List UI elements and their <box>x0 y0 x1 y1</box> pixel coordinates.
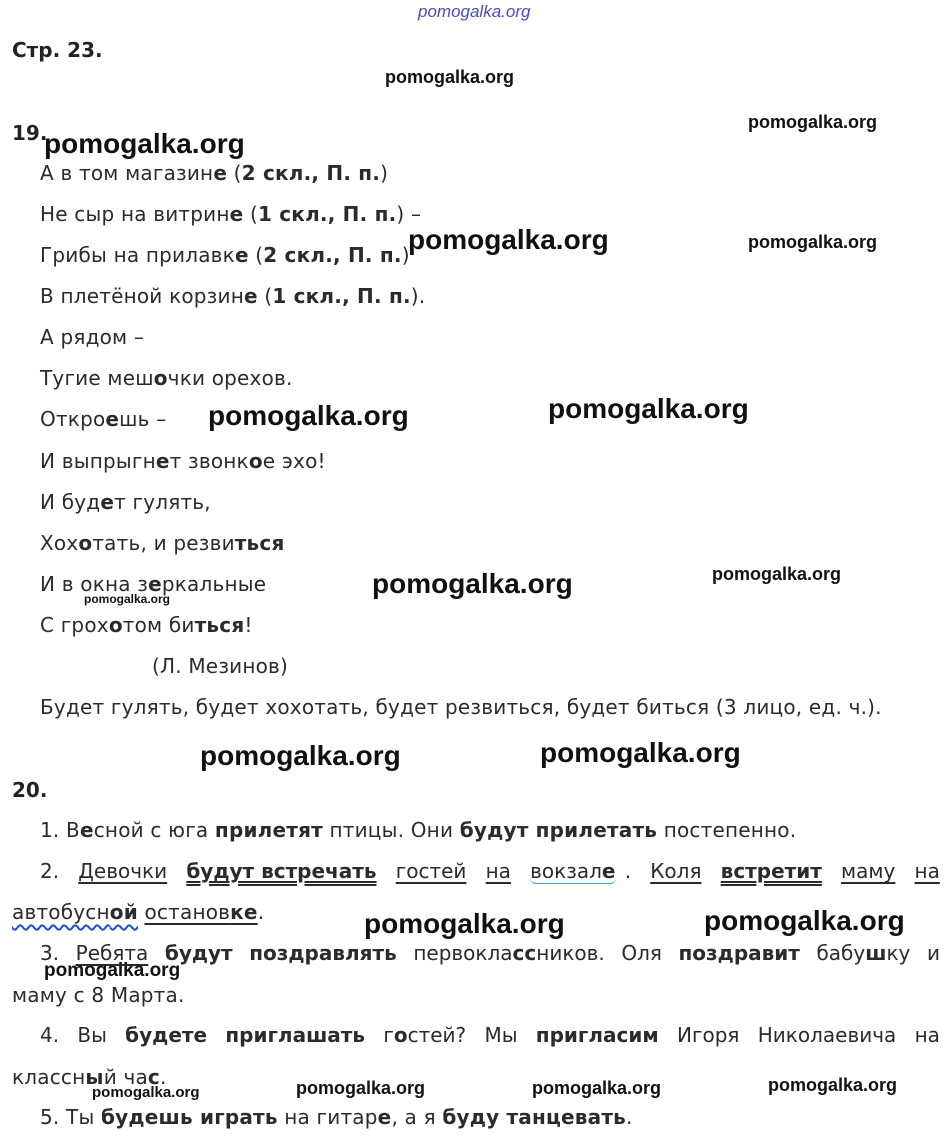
watermark: pomogalka.org <box>548 393 749 424</box>
watermark: pomogalka.org <box>296 1078 426 1098</box>
exercise-19-number: 19. <box>12 121 48 145</box>
watermark: pomogalka.org <box>385 67 515 87</box>
poem-line: В плетёной корзине (1 скл., П. п.). <box>40 284 426 308</box>
watermark: pomogalka.org <box>768 1075 898 1095</box>
watermark: pomogalka.org <box>704 905 905 936</box>
poem-line: А в том магазине (2 скл., П. п.) <box>40 161 389 185</box>
watermark: pomogalka.org <box>84 592 171 606</box>
exercise-20-item-2-line-1: 2. Девочки будут встречать гостей на вокзале . Коля встретит маму на <box>40 859 940 883</box>
poem-line: Откроешь – <box>40 407 167 431</box>
exercise-20-item-2-line-2: автобусной остановке. <box>12 900 265 924</box>
poem-line: Грибы на прилавке (2 скл., П. п.) <box>40 243 410 267</box>
watermark: pomogalka.org <box>44 128 245 159</box>
exercise-20-item-3-line-2: маму с 8 Марта. <box>12 983 185 1007</box>
watermark: pomogalka.org <box>532 1078 662 1098</box>
poem-line: Не сыр на витрине (1 скл., П. п.) – <box>40 202 422 226</box>
exercise-20-item-4-line-2: классный час. <box>12 1065 167 1089</box>
exercise-20-item-5: 5. Ты будешь играть на гитаре, а я буду танцевать. <box>40 1105 633 1129</box>
page-heading: Стр. 23. <box>12 38 103 62</box>
watermark: pomogalka.org <box>748 232 878 252</box>
poem-line: И будет гулять, <box>40 490 211 514</box>
watermark: pomogalka.org <box>208 400 409 431</box>
poem-line: Хохотать, и резвиться <box>40 531 285 555</box>
watermark: pomogalka.org <box>200 740 401 771</box>
exercise-19-summary: Будет гулять, будет хохотать, будет резвиться, будет биться (3 лицо, ед. ч.). <box>40 695 882 719</box>
exercise-20-item-4-line-1: 4. Вы будете приглашать гостей? Мы пригласим Игоря Николаевича на <box>40 1023 940 1047</box>
watermark: pomogalka.org <box>44 960 181 981</box>
watermark: pomogalka.org <box>748 112 878 132</box>
poem-line: И выпрыгнет звонкое эхо! <box>40 449 326 473</box>
poem-line: Тугие мешочки орехов. <box>40 366 293 390</box>
watermark: pomogalka.org <box>364 908 565 939</box>
exercise-20-item-1: 1. Весной с юга прилетят птицы. Они будут прилетать постепенно. <box>40 818 797 842</box>
watermark: pomogalka.org <box>92 1084 200 1101</box>
watermark: pomogalka.org <box>372 568 573 599</box>
watermark: pomogalka.org <box>712 564 842 584</box>
watermark-top: pomogalka.org <box>418 2 531 21</box>
exercise-20-item-3-line-1: 3. Ребята будут поздравлять первоклaссников. Оля поздравит бабушку и <box>40 941 940 965</box>
watermark: pomogalka.org <box>408 224 609 255</box>
poem-line: И в окна зеркальные <box>40 572 267 596</box>
watermark: pomogalka.org <box>540 737 741 768</box>
exercise-20-number: 20. <box>12 778 48 802</box>
poem-line: А рядом – <box>40 325 145 349</box>
poem-line: С грохотом биться! <box>40 613 253 637</box>
poem-author: (Л. Мезинов) <box>152 654 289 678</box>
